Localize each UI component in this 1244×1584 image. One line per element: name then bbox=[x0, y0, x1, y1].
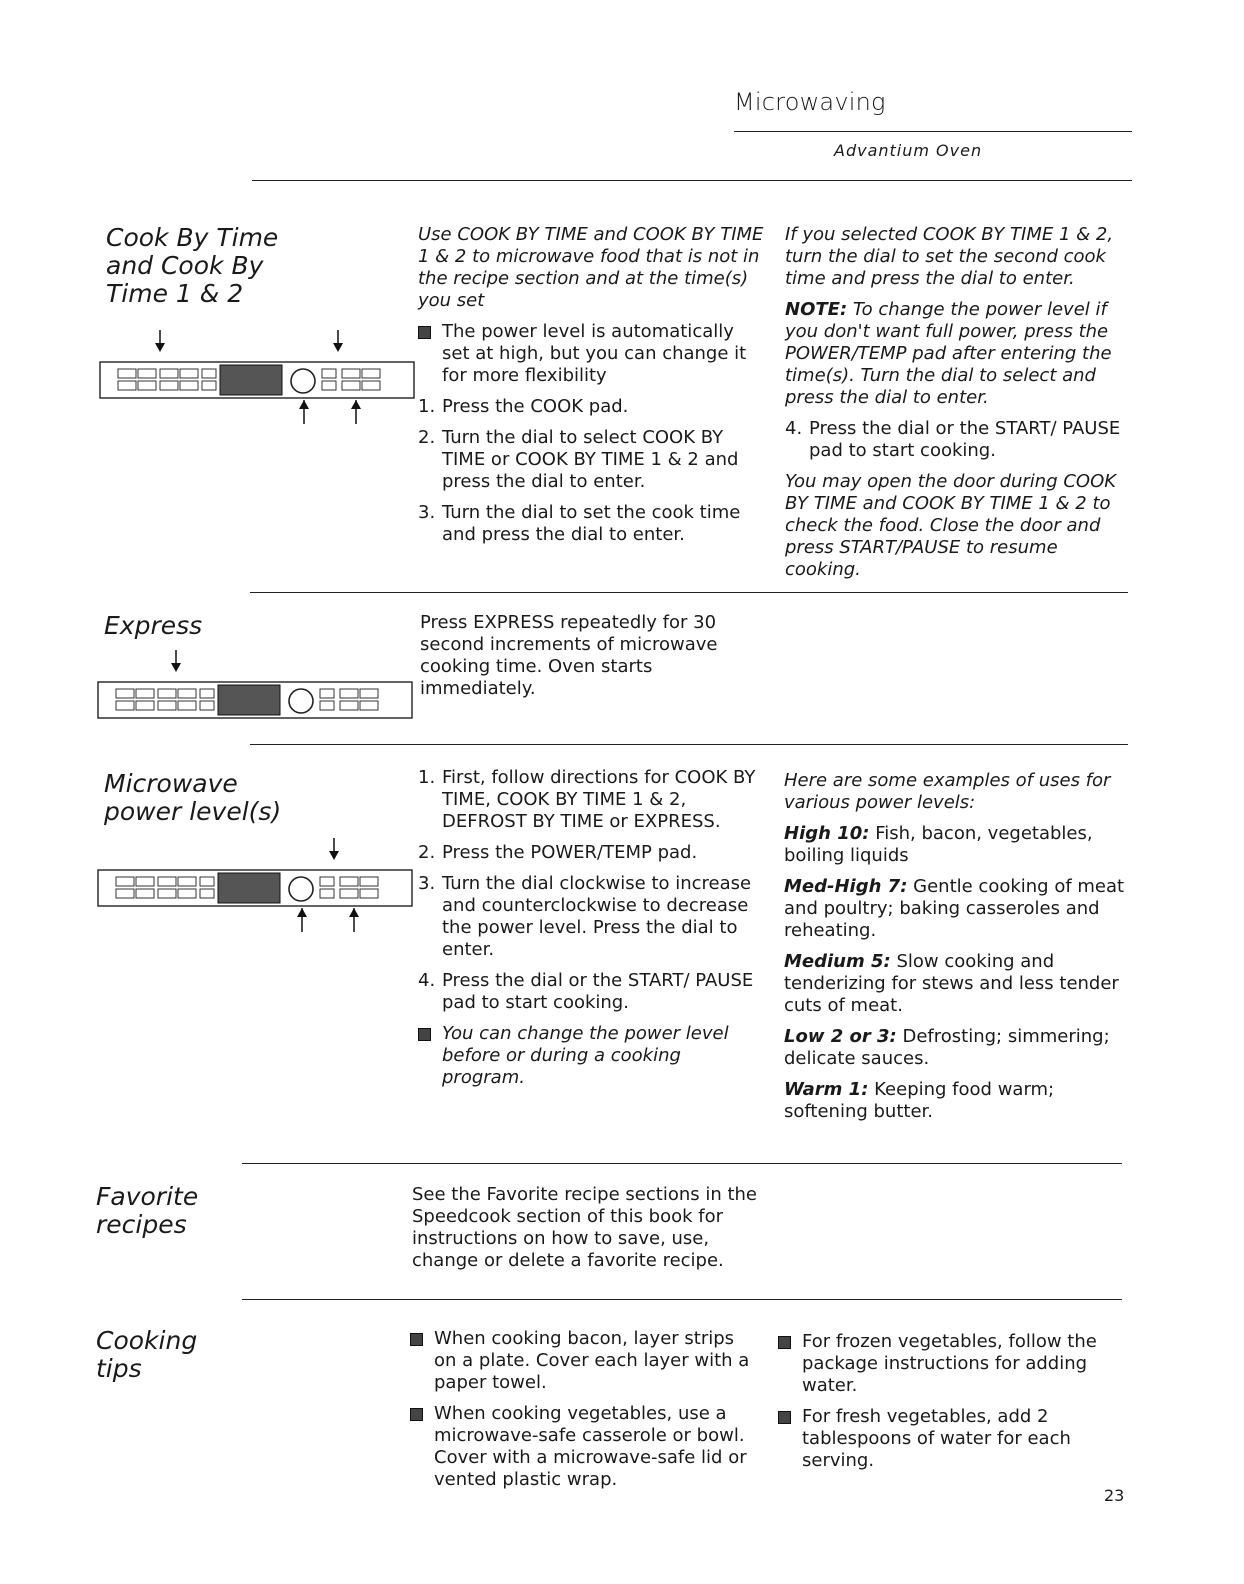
step-number: 3. bbox=[418, 873, 436, 894]
step-text: Turn the dial clockwise to increase and counterclockwise to decrease the power level. Press the dial to enter. bbox=[442, 873, 752, 960]
power-example-text: Fish, bacon, vegetables, boiling liquids bbox=[784, 823, 1093, 866]
step-number: 4. bbox=[785, 418, 803, 439]
step-text: Press the dial or the START/ PAUSE pad to start cooking. bbox=[442, 970, 754, 1013]
cook-by-time-bullet: The power level is automatically set at high, but you can change it for more flexibility bbox=[442, 321, 747, 386]
power-example bbox=[784, 1079, 1134, 1123]
step-item bbox=[418, 842, 768, 864]
power-level-steps bbox=[418, 767, 768, 1098]
section-title-express: Express bbox=[104, 611, 203, 640]
tip-text: For fresh vegetables, add 2 tablespoons of water for each serving. bbox=[802, 1406, 1071, 1471]
cooking-tips-right bbox=[778, 1331, 1128, 1481]
power-example-text: Keeping food warm; softening butter. bbox=[784, 1079, 1055, 1122]
step-number: 2. bbox=[418, 427, 436, 448]
page-subtitle: Advantium Oven bbox=[834, 141, 983, 160]
step-item bbox=[418, 427, 766, 493]
power-level-examples bbox=[784, 770, 1134, 1132]
step-item bbox=[418, 502, 766, 546]
power-example-label: Warm 1: bbox=[784, 1079, 869, 1100]
step-text: Turn the dial to select COOK BY TIME or COOK BY TIME 1 & 2 and press the dial to enter. bbox=[442, 427, 739, 492]
step-number: 2. bbox=[418, 842, 436, 863]
square-bullet-icon bbox=[410, 1333, 423, 1346]
step-text: First, follow directions for COOK BY TIME, COOK BY TIME 1 & 2, DEFROST BY TIME or EXPRESS. bbox=[442, 767, 756, 832]
square-bullet-icon bbox=[778, 1411, 791, 1424]
step-text: Press the POWER/TEMP pad. bbox=[442, 842, 698, 863]
list-item bbox=[410, 1328, 760, 1394]
step-item bbox=[418, 873, 768, 961]
page-title: Microwaving bbox=[734, 88, 886, 116]
power-example-label: Low 2 or 3: bbox=[784, 1026, 897, 1047]
tip-text: When cooking bacon, layer strips on a plate. Cover each layer with a paper towel. bbox=[434, 1328, 750, 1393]
section-title-favorite: Favorite recipes bbox=[96, 1182, 199, 1239]
list-item bbox=[410, 1403, 760, 1491]
power-level-bullet: You can change the power level before or during a cooking program. bbox=[442, 1023, 729, 1088]
tip-text: When cooking vegetables, use a microwave-safe casserole or bowl. Cover with a microwave-safe lid or vented plastic wrap. bbox=[434, 1403, 747, 1490]
examples-intro: Here are some examples of uses for various power levels: bbox=[784, 770, 1111, 813]
header-divider bbox=[734, 131, 1132, 132]
express-instructions: Press EXPRESS repeatedly for 30 second increments of microwave cooking time. Oven starts immediately. bbox=[420, 612, 718, 699]
page-number: 23 bbox=[1104, 1486, 1125, 1505]
list-item bbox=[778, 1331, 1128, 1397]
tip-text: For frozen vegetables, follow the package instructions for adding water. bbox=[802, 1331, 1097, 1396]
power-level-note bbox=[785, 299, 1135, 409]
square-bullet-icon bbox=[778, 1336, 791, 1349]
control-panel-illustration-express bbox=[96, 648, 416, 724]
square-bullet-icon bbox=[410, 1408, 423, 1421]
cook-by-time-intro: Use COOK BY TIME and COOK BY TIME 1 & 2 to microwave food that is not in the recipe section and at the time(s) you set bbox=[418, 224, 764, 311]
section-divider bbox=[242, 1163, 1122, 1164]
note-text: To change the power level if you don't want full power, press the POWER/TEMP pad after entering the time(s). Turn the dial to select and press the dial to enter. bbox=[785, 299, 1112, 408]
power-example-label: Med-High 7: bbox=[784, 876, 908, 897]
section-title-power-levels: Microwave power level(s) bbox=[104, 769, 282, 826]
section-divider bbox=[250, 592, 1128, 593]
list-item bbox=[778, 1406, 1128, 1472]
step-number: 4. bbox=[418, 970, 436, 991]
power-example-text: Slow cooking and tenderizing for stews and less tender cuts of meat. bbox=[784, 951, 1119, 1016]
list-item bbox=[418, 321, 766, 387]
step-item bbox=[418, 767, 768, 833]
power-example-label: High 10: bbox=[784, 823, 870, 844]
step-text: Press the COOK pad. bbox=[442, 396, 629, 417]
power-example bbox=[784, 1026, 1134, 1070]
favorite-instructions: See the Favorite recipe sections in the Speedcook section of this book for instructions on how to save, use, change or delete a favorite recipe. bbox=[412, 1184, 758, 1271]
cook-by-time-second-time: If you selected COOK BY TIME 1 & 2, turn the dial to set the second cook time and press the dial to enter. bbox=[785, 224, 1114, 289]
door-open-note: You may open the door during COOK BY TIME and COOK BY TIME 1 & 2 to check the food. Close the door and press START/PAUSE to resume cooking. bbox=[785, 471, 1117, 580]
step-text: Turn the dial to set the cook time and press the dial to enter. bbox=[442, 502, 741, 545]
power-example bbox=[784, 823, 1134, 867]
note-label: NOTE: bbox=[785, 299, 848, 320]
section-divider bbox=[250, 744, 1128, 745]
power-example-text: Defrosting; simmering; delicate sauces. bbox=[784, 1026, 1110, 1069]
section-title-cook-by-time: Cook By Time and Cook By Time 1 & 2 bbox=[106, 223, 279, 308]
power-example-label: Medium 5: bbox=[784, 951, 891, 972]
cook-by-time-instructions bbox=[418, 224, 766, 555]
section-divider bbox=[252, 180, 1132, 181]
square-bullet-icon bbox=[418, 1028, 431, 1041]
list-item bbox=[418, 1023, 768, 1089]
step-item bbox=[785, 418, 1135, 462]
step-item bbox=[418, 396, 766, 418]
step-number: 1. bbox=[418, 767, 436, 788]
section-title-cooking-tips: Cooking tips bbox=[96, 1326, 198, 1383]
step-number: 3. bbox=[418, 502, 436, 523]
power-example bbox=[784, 951, 1134, 1017]
control-panel-illustration-power-level bbox=[96, 836, 416, 942]
step-number: 1. bbox=[418, 396, 436, 417]
power-example-text: Gentle cooking of meat and poultry; baking casseroles and reheating. bbox=[784, 876, 1125, 941]
step-item bbox=[418, 970, 768, 1014]
square-bullet-icon bbox=[418, 326, 431, 339]
control-panel-illustration-cook-by-time bbox=[98, 328, 418, 432]
power-example bbox=[784, 876, 1134, 942]
section-divider bbox=[242, 1299, 1122, 1300]
cooking-tips-left bbox=[410, 1328, 760, 1500]
step-text: Press the dial or the START/ PAUSE pad to start cooking. bbox=[809, 418, 1121, 461]
cook-by-time-notes bbox=[785, 224, 1135, 590]
